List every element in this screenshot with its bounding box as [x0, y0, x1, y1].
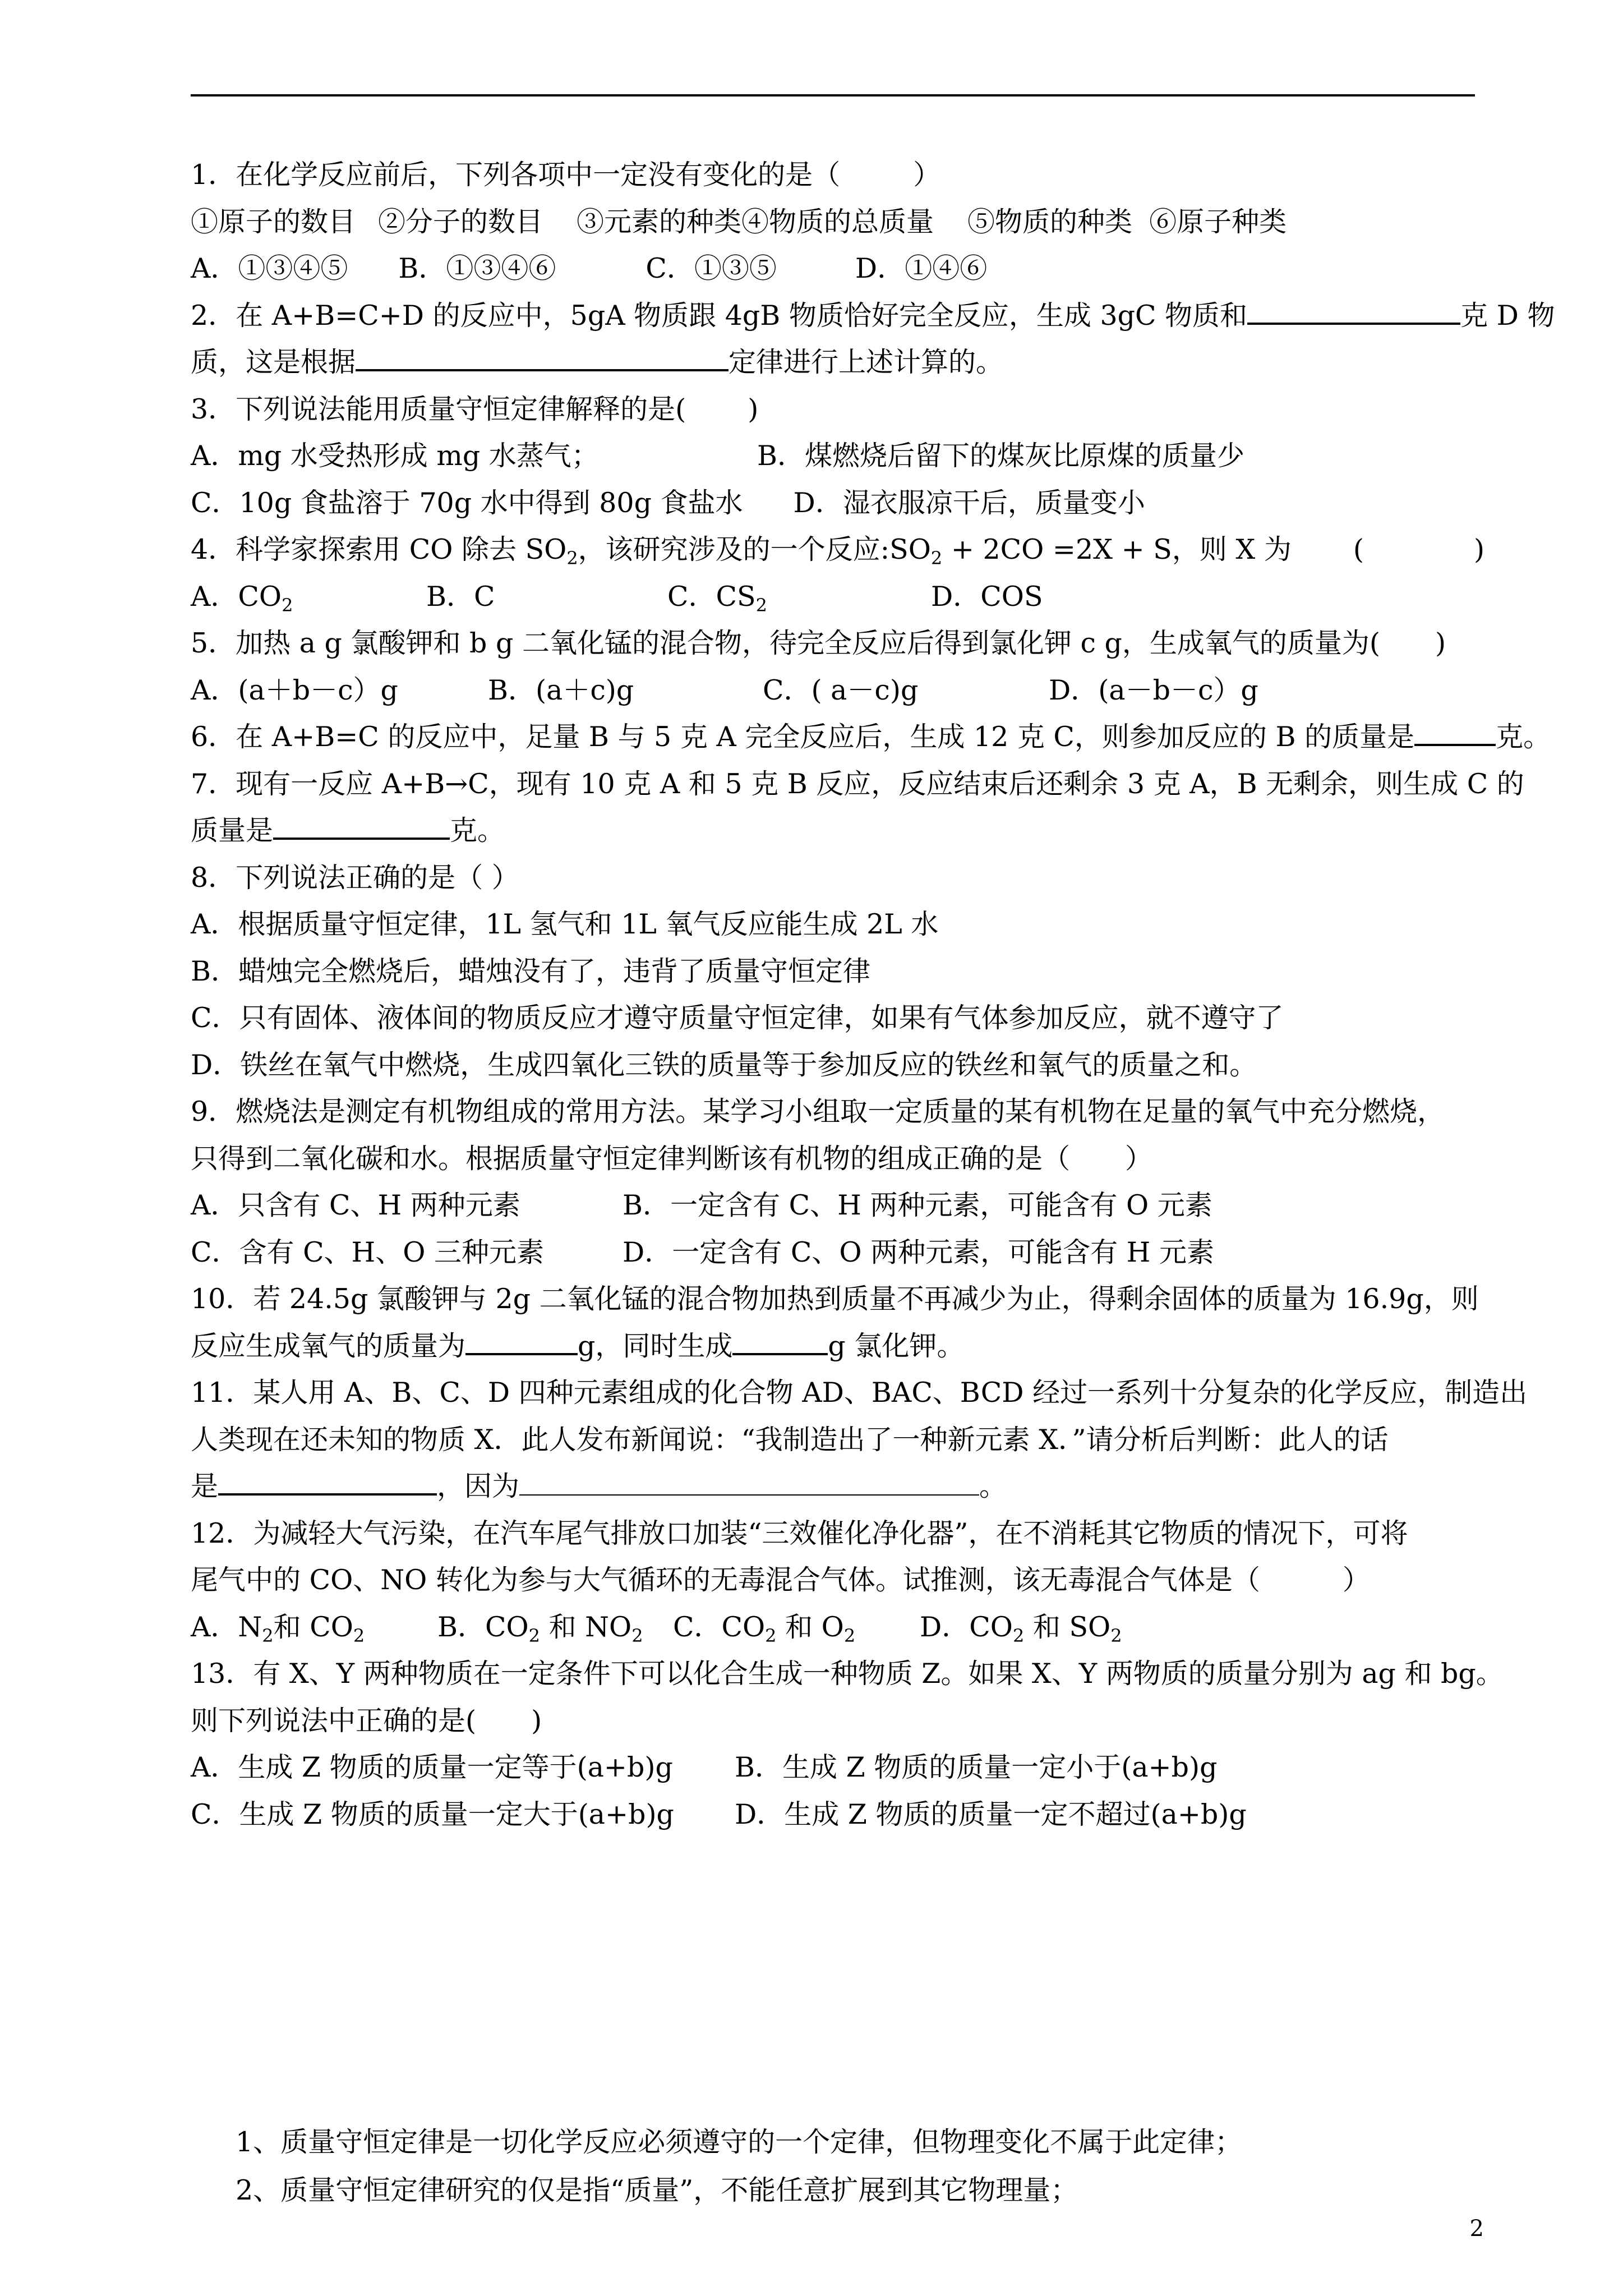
- q13-options-cd: C．生成 Z 物质的质量一定大于(a+b)g D．生成 Z 物质的质量一定不超过(a+b)g: [191, 1798, 1247, 1830]
- q3-options-ab: A．mg 水受热形成 mg 水蒸气； B．煤燃烧后留下的煤灰比原煤的质量少: [191, 440, 1245, 472]
- page-number: 2: [1469, 2216, 1484, 2242]
- q10-answer-blank-2[interactable]: [732, 1328, 828, 1355]
- q9-options-ab: A．只含有 C、H 两种元素 B．一定含有 C、H 两种元素，可能含有 O 元素: [191, 1189, 1212, 1221]
- q9-line2: 只得到二氧化碳和水。根据质量守恒定律判断该有机物的组成正确的是（ ）: [191, 1142, 1153, 1175]
- q4-options: A．$CO_2$ B．C C．$CS_2$ D．COS: [191, 580, 1043, 616]
- q13-line1: 13．有 X、Y 两种物质在一定条件下可以化合生成一种物质 Z。如果 X、Y 两物质的质量分别为 ag 和 bg。: [191, 1658, 1504, 1690]
- q13-line2: 则下列说法中正确的是( ): [191, 1704, 542, 1737]
- note-1: 1、质量守恒定律是一切化学反应必须遵守的一个定律，但物理变化不属于此定律；: [236, 2126, 1243, 2158]
- q2-answer-blank-2[interactable]: [356, 344, 728, 371]
- worksheet: [191, 151, 1555, 2215]
- q2-answer-blank-1[interactable]: [1247, 298, 1460, 325]
- q8-option-a: A．根据质量守恒定律，1L 氢气和 1L 氧气反应能生成 2L 水: [191, 908, 939, 940]
- q3-stem: 3．下列说法能用质量守恒定律解释的是( ): [191, 393, 759, 425]
- q7-line1: 7．现有一反应 A+B→C，现有 10 克 A 和 5 克 B 反应，反应结束后还剩余 3 克 A，B 无剩余，则生成 C 的: [191, 767, 1524, 800]
- q2-line2: 质，这是根据 定律进行上述计算的。: [191, 339, 1481, 386]
- q8-option-c: C．只有固体、液体间的物质反应才遵守质量守恒定律，如果有气体参加反应，就不遵守了: [191, 1002, 1284, 1034]
- q12-line2: 尾气中的 CO、NO 转化为参与大气循环的无毒混合气体。试推测，该无毒混合气体是（ ）: [191, 1564, 1370, 1596]
- q4-stem: 4．科学家探索用 CO 除去 $SO_2$，该研究涉及的一个反应$:SO_2 + 2CO =2X + S$，则 X 为 ( ): [191, 533, 1485, 569]
- q2-line1: 2．在 A+B=C+D 的反应中，5gA 物质跟 4gB 物质恰好完全反应，生成 3gC 物质和 克 D 物: [191, 292, 1481, 339]
- header-rule: [191, 94, 1475, 96]
- q11-line3: 是 ，因为 。: [191, 1463, 1481, 1510]
- q11-line1: 11．某人用 A、B、C、D 四种元素组成的化合物 AD、BAC、BCD 经过一系列十分复杂的化学反应，制造出: [191, 1377, 1528, 1409]
- q5-stem: 5．加热 a g 氯酸钾和 b g 二氧化锰的混合物，待完全反应后得到氯化钾 c g，生成氧气的质量为( ): [191, 627, 1446, 659]
- q3-options-cd: C．10g 食盐溶于 70g 水中得到 80g 食盐水 D．湿衣服凉干后，质量变小: [191, 486, 1145, 519]
- q8-option-b: B．蜡烛完全燃烧后，蜡烛没有了，违背了质量守恒定律: [191, 955, 871, 987]
- q6-answer-blank[interactable]: [1414, 719, 1496, 746]
- q6: 6．在 A+B=C 的反应中，足量 B 与 5 克 A 完全反应后，生成 12 克 C，则参加反应的 B 的质量是 克。: [191, 714, 1481, 761]
- q5-options: A．(a＋b－c）g B．(a＋c)g C．( a－c)g D．(a－b－c）g: [191, 674, 1258, 706]
- q12-options: A．$N_2$和 $CO_2$ B．$CO_2$ 和 $NO_2$ C．$CO_2$ 和 $O_2$ D．$CO_2$ 和 $SO_2$: [191, 1611, 1122, 1646]
- q9-line1: 9．燃烧法是测定有机物组成的常用方法。某学习小组取一定质量的某有机物在足量的氧气中充分燃烧，: [191, 1096, 1445, 1128]
- q11-line2: 人类现在还未知的物质 X．此人发布新闻说：“我制造出了一种新元素 X．”请分析后判断：此人的话: [191, 1423, 1389, 1456]
- q10-answer-blank-1[interactable]: [465, 1328, 578, 1355]
- note-2: 2、质量守恒定律研究的仅是指“质量”，不能任意扩展到其它物理量；: [236, 2174, 1078, 2206]
- q8-stem: 8．下列说法正确的是（ ）: [191, 861, 519, 894]
- q13-options-ab: A．生成 Z 物质的质量一定等于(a+b)g B．生成 Z 物质的质量一定小于(a+b)g: [191, 1751, 1218, 1783]
- spacer: [191, 1838, 1481, 2118]
- q11-answer-blank-2[interactable]: [519, 1470, 979, 1496]
- q1-items: ①原子的数目 ②分子的数目 ③元素的种类④物质的总质量 ⑤物质的种类 ⑥原子种类: [191, 205, 1287, 238]
- q10-line1: 10．若 24.5g 氯酸钾与 2g 二氧化锰的混合物加热到质量不再减少为止，得剩余固体的质量为 16.9g，则: [191, 1283, 1479, 1315]
- q10-line2: 反应生成氧气的质量为 g，同时生成 g 氯化钾。: [191, 1323, 1481, 1370]
- q7-line2: 质量是 克。: [191, 807, 1481, 854]
- q1-stem: 1．在化学反应前后，下列各项中一定没有变化的是（ ）: [191, 159, 941, 191]
- q7-answer-blank[interactable]: [273, 813, 450, 840]
- q11-answer-blank-1[interactable]: [218, 1469, 437, 1496]
- q12-line1: 12．为减轻大气污染，在汽车尾气排放口加装“三效催化净化器”，在不消耗其它物质的情况下，可将: [191, 1517, 1408, 1549]
- q1-options: A．①③④⑤ B．①③④⑥ C．①③⑤ D．①④⑥: [191, 252, 988, 284]
- q8-option-d: D．铁丝在氧气中燃烧，生成四氧化三铁的质量等于参加反应的铁丝和氧气的质量之和。: [191, 1048, 1257, 1081]
- q9-options-cd: C．含有 C、H、O 三种元素 D．一定含有 C、O 两种元素，可能含有 H 元素: [191, 1236, 1214, 1268]
